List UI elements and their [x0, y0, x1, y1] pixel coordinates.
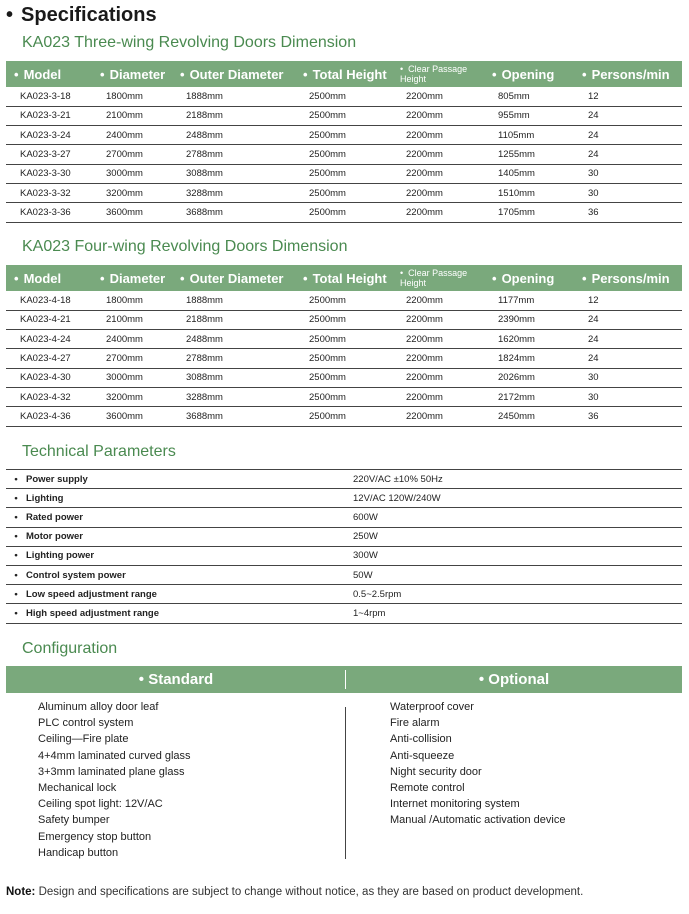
table-cell: 2500mm: [295, 407, 392, 426]
table-cell: 2500mm: [295, 387, 392, 406]
header-label-line2: Height: [400, 278, 427, 288]
table-cell: KA023-4-36: [6, 407, 92, 426]
table-cell: 3688mm: [172, 407, 295, 426]
table-cell: KA023-4-18: [6, 291, 92, 310]
list-item: 3+3mm laminated plane glass: [38, 765, 185, 778]
table-cell: 24: [574, 349, 682, 368]
technical-rows: [6, 470, 682, 624]
table-cell: 3000mm: [92, 368, 172, 387]
table-cell: 3200mm: [92, 387, 172, 406]
header-bullet: •: [400, 268, 404, 278]
table-cell: 3000mm: [92, 164, 172, 183]
param-bullet: •: [6, 508, 26, 527]
configuration-divider: [345, 707, 346, 859]
table-cell: 2172mm: [484, 387, 574, 406]
table-cell: 2500mm: [295, 203, 392, 222]
table-row: [6, 310, 682, 329]
param-value: 1~4rpm: [351, 604, 682, 623]
table-cell: 2188mm: [172, 310, 295, 329]
param-row: [6, 604, 682, 623]
param-bullet: •: [6, 527, 26, 546]
column-header: [295, 265, 392, 291]
table-cell: 2200mm: [392, 203, 484, 222]
technical-title: Technical Parameters: [22, 443, 176, 460]
note-label: Note:: [6, 886, 36, 898]
list-item: Internet monitoring system: [390, 798, 520, 811]
column-header: [172, 265, 295, 291]
column-header: [6, 61, 92, 87]
table-cell: 2200mm: [392, 106, 484, 125]
header-bullet: •: [303, 270, 308, 286]
list-item: PLC control system: [38, 717, 134, 730]
param-name: Low speed adjustment range: [26, 585, 351, 604]
table-cell: KA023-3-32: [6, 183, 92, 202]
table-row: [6, 164, 682, 183]
param-value: 12V/AC 120W/240W: [351, 489, 682, 508]
table-cell: 2390mm: [484, 310, 574, 329]
table-row: [6, 145, 682, 164]
header-bullet: •: [582, 66, 587, 82]
param-name: High speed adjustment range: [26, 604, 351, 623]
table-cell: 2400mm: [92, 126, 172, 145]
table-row: [6, 126, 682, 145]
param-row: [6, 546, 682, 565]
table-cell: 2488mm: [172, 330, 295, 349]
table-cell: 24: [574, 310, 682, 329]
header-label: Persons/min: [591, 66, 670, 82]
table-cell: 2100mm: [92, 106, 172, 125]
four-wing-title: KA023 Four-wing Revolving Doors Dimension: [22, 238, 348, 255]
table-cell: 3600mm: [92, 407, 172, 426]
table-cell: 12: [574, 87, 682, 106]
column-header: [484, 265, 574, 291]
table-cell: KA023-4-32: [6, 387, 92, 406]
table-cell: 2188mm: [172, 106, 295, 125]
table-cell: 2500mm: [295, 310, 392, 329]
param-row: [6, 565, 682, 584]
table-row: [6, 87, 682, 106]
column-header: [574, 61, 682, 87]
param-bullet: •: [6, 489, 26, 508]
table-cell: 1888mm: [172, 87, 295, 106]
table-cell: 2500mm: [295, 164, 392, 183]
header-label-line2: Height: [400, 74, 427, 84]
table-cell: 30: [574, 387, 682, 406]
column-header: [484, 61, 574, 87]
table-cell: 24: [574, 330, 682, 349]
param-value: 220V/AC ±10% 50Hz: [351, 470, 682, 489]
table-cell: 1824mm: [484, 349, 574, 368]
table-cell: 2500mm: [295, 291, 392, 310]
table-cell: KA023-4-24: [6, 330, 92, 349]
list-item: Waterproof cover: [390, 701, 474, 713]
param-value: 0.5~2.5rpm: [351, 585, 682, 604]
table-cell: 2200mm: [392, 310, 484, 329]
table-cell: 2200mm: [392, 126, 484, 145]
table-cell: 2788mm: [172, 145, 295, 164]
list-item: Emergency stop button: [38, 830, 152, 843]
table-cell: 3288mm: [172, 387, 295, 406]
header-bullet: •: [100, 270, 105, 286]
header-bullet: •: [180, 270, 185, 286]
table-cell: 2200mm: [392, 368, 484, 387]
table-cell: 36: [574, 407, 682, 426]
param-row: [6, 470, 682, 489]
param-bullet: •: [6, 585, 26, 604]
list-item: Mechanical lock: [38, 781, 117, 794]
page-title: [6, 4, 157, 27]
param-name: Lighting power: [26, 546, 351, 565]
table-cell: 2200mm: [392, 330, 484, 349]
table-cell: 2450mm: [484, 407, 574, 426]
column-header: [6, 265, 92, 291]
optional-list: [390, 699, 565, 829]
table-cell: KA023-4-21: [6, 310, 92, 329]
table-cell: 1177mm: [484, 291, 574, 310]
header-bullet: •: [492, 66, 497, 82]
table-cell: 2200mm: [392, 87, 484, 106]
optional-header: • Optional: [478, 671, 550, 688]
list-item: Manual /Automatic activation device: [390, 814, 566, 827]
four-wing-table: [6, 265, 682, 427]
four-wing-rows: [6, 291, 682, 426]
table-cell: 3088mm: [172, 164, 295, 183]
header-label: Clear Passage: [408, 64, 468, 74]
column-header: [92, 265, 172, 291]
table-row: [6, 203, 682, 222]
table-cell: 1105mm: [484, 126, 574, 145]
table-cell: KA023-3-21: [6, 106, 92, 125]
technical-table: [6, 469, 682, 624]
list-item: Fire alarm: [390, 717, 440, 730]
table-cell: 955mm: [484, 106, 574, 125]
table-cell: 2500mm: [295, 183, 392, 202]
table-cell: 2700mm: [92, 349, 172, 368]
table-cell: 2400mm: [92, 330, 172, 349]
list-item: Ceiling spot light: 12V/AC: [38, 798, 163, 811]
param-value: 50W: [351, 565, 682, 584]
table-cell: 3288mm: [172, 183, 295, 202]
table-cell: 24: [574, 126, 682, 145]
table-cell: KA023-3-18: [6, 87, 92, 106]
header-label: Persons/min: [591, 270, 670, 286]
header-bullet: •: [180, 66, 185, 82]
three-wing-table: [6, 61, 682, 223]
table-header-row: [6, 265, 682, 291]
table-cell: 1405mm: [484, 164, 574, 183]
param-name: Power supply: [26, 470, 351, 489]
table-row: [6, 106, 682, 125]
param-bullet: •: [6, 546, 26, 565]
table-cell: 2500mm: [295, 145, 392, 164]
table-cell: 1800mm: [92, 291, 172, 310]
table-cell: KA023-3-36: [6, 203, 92, 222]
standard-list: [38, 699, 191, 861]
table-cell: 30: [574, 164, 682, 183]
table-row: [6, 330, 682, 349]
title-bullet: •: [6, 4, 14, 26]
table-cell: 2100mm: [92, 310, 172, 329]
header-bullet: •: [14, 66, 19, 82]
param-row: [6, 527, 682, 546]
header-bullet: •: [100, 66, 105, 82]
header-bullet: •: [400, 64, 404, 74]
list-item: Ceiling—Fire plate: [38, 733, 129, 746]
header-label: Model: [23, 270, 62, 286]
table-cell: 2500mm: [295, 87, 392, 106]
table-cell: 2500mm: [295, 330, 392, 349]
table-cell: 2500mm: [295, 368, 392, 387]
table-cell: 2200mm: [392, 183, 484, 202]
param-name: Control system power: [26, 565, 351, 584]
table-cell: 2200mm: [392, 387, 484, 406]
list-item: Safety bumper: [38, 814, 110, 827]
configuration-title: Configuration: [22, 640, 118, 657]
three-wing-title: KA023 Three-wing Revolving Doors Dimension: [22, 34, 357, 51]
note-text: Design and specifications are subject to change without notice, as they are based on product development.: [35, 886, 584, 898]
header-label: Diameter: [109, 66, 166, 82]
param-name: Rated power: [26, 508, 351, 527]
header-label: Total Height: [312, 66, 387, 82]
header-label: Total Height: [312, 270, 387, 286]
table-cell: 2488mm: [172, 126, 295, 145]
table-cell: 2700mm: [92, 145, 172, 164]
param-value: 250W: [351, 527, 682, 546]
table-row: [6, 349, 682, 368]
table-cell: KA023-3-24: [6, 126, 92, 145]
table-cell: 12: [574, 291, 682, 310]
table-cell: 1620mm: [484, 330, 574, 349]
table-cell: KA023-3-27: [6, 145, 92, 164]
list-item: Aluminum alloy door leaf: [38, 701, 159, 713]
configuration-header-bar: [6, 666, 682, 693]
table-cell: KA023-4-27: [6, 349, 92, 368]
param-bullet: •: [6, 604, 26, 623]
table-cell: 2200mm: [392, 164, 484, 183]
table-cell: 36: [574, 203, 682, 222]
table-cell: 805mm: [484, 87, 574, 106]
table-row: [6, 407, 682, 426]
header-bullet: •: [303, 66, 308, 82]
header-label: Model: [23, 66, 62, 82]
table-cell: 30: [574, 183, 682, 202]
header-label: Opening: [501, 66, 555, 82]
param-name: Motor power: [26, 527, 351, 546]
title-text: Specifications: [21, 4, 157, 26]
column-header: [295, 61, 392, 87]
table-cell: 3200mm: [92, 183, 172, 202]
table-cell: 2200mm: [392, 349, 484, 368]
header-label: Outer Diameter: [189, 270, 284, 286]
header-label: Outer Diameter: [189, 66, 284, 82]
column-header: [574, 265, 682, 291]
list-item: Remote control: [390, 781, 465, 794]
table-cell: KA023-3-30: [6, 164, 92, 183]
param-row: [6, 508, 682, 527]
column-header: [392, 61, 484, 87]
header-label: Opening: [501, 270, 555, 286]
table-cell: 3688mm: [172, 203, 295, 222]
table-row: [6, 291, 682, 310]
header-bullet: •: [582, 270, 587, 286]
table-row: [6, 183, 682, 202]
table-cell: 2200mm: [392, 407, 484, 426]
list-item: 4+4mm laminated curved glass: [38, 749, 191, 762]
list-item: Anti-collision: [390, 733, 452, 746]
list-item: Anti-squeeze: [390, 749, 455, 762]
table-cell: 24: [574, 106, 682, 125]
table-cell: 1255mm: [484, 145, 574, 164]
param-bullet: •: [6, 470, 26, 489]
header-label: Diameter: [109, 270, 166, 286]
header-label: Clear Passage: [408, 268, 468, 278]
table-header-row: [6, 61, 682, 87]
column-header: [92, 61, 172, 87]
table-cell: 3088mm: [172, 368, 295, 387]
three-wing-rows: [6, 87, 682, 222]
table-cell: KA023-4-30: [6, 368, 92, 387]
header-bullet: •: [14, 270, 19, 286]
table-row: [6, 387, 682, 406]
table-cell: 1800mm: [92, 87, 172, 106]
table-cell: 2500mm: [295, 106, 392, 125]
param-name: Lighting: [26, 489, 351, 508]
table-row: [6, 368, 682, 387]
param-value: 600W: [351, 508, 682, 527]
column-header: [172, 61, 295, 87]
table-cell: 1888mm: [172, 291, 295, 310]
table-cell: 2788mm: [172, 349, 295, 368]
param-row: [6, 585, 682, 604]
header-bullet: •: [492, 270, 497, 286]
table-cell: 2200mm: [392, 145, 484, 164]
table-cell: 2500mm: [295, 349, 392, 368]
param-bullet: •: [6, 565, 26, 584]
table-cell: 2026mm: [484, 368, 574, 387]
table-cell: 30: [574, 368, 682, 387]
param-row: [6, 489, 682, 508]
list-item: Night security door: [390, 765, 482, 778]
footnote: [6, 886, 583, 898]
table-cell: 1510mm: [484, 183, 574, 202]
table-cell: 2500mm: [295, 126, 392, 145]
table-cell: 24: [574, 145, 682, 164]
table-cell: 2200mm: [392, 291, 484, 310]
table-cell: 1705mm: [484, 203, 574, 222]
list-item: Handicap button: [38, 846, 119, 859]
table-cell: 3600mm: [92, 203, 172, 222]
standard-header: • Standard: [138, 671, 214, 688]
param-value: 300W: [351, 546, 682, 565]
column-header: [392, 265, 484, 291]
